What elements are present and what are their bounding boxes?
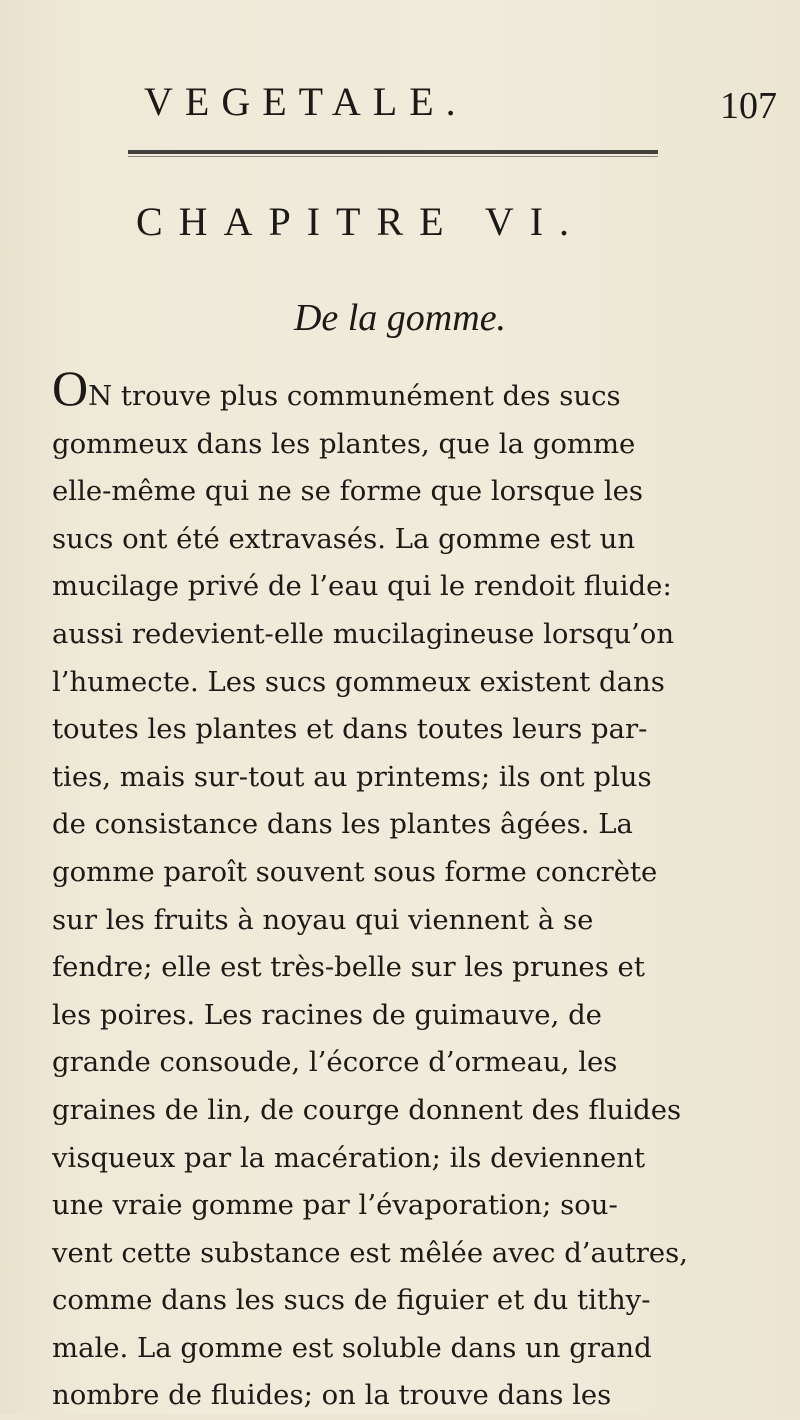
body-line: male. La gomme est soluble dans un grand xyxy=(52,1331,652,1364)
drop-cap: O xyxy=(52,360,89,416)
body-line: sucs ont été extravasés. La gomme est un xyxy=(52,522,636,555)
chapter-title: CHAPITRE VI. xyxy=(136,199,586,244)
body-line: gomme paroît souvent sous forme concrète xyxy=(52,855,658,888)
chapter-subtitle: De la gomme. xyxy=(293,297,507,339)
body-line: toutes les plantes et dans toutes leurs par- xyxy=(52,713,648,746)
body-line: gommeux dans les plantes, que la gomme xyxy=(52,427,636,460)
body-line: ties, mais sur-tout au printems; ils ont plus xyxy=(52,760,652,793)
body-line: l’humecte. Les sucs gommeux existent dans xyxy=(52,665,665,698)
header-rule xyxy=(128,150,658,154)
body-line: elle-même qui ne se forme que lorsque les xyxy=(52,475,644,508)
body-line: les poires. Les racines de guimauve, de xyxy=(52,998,602,1031)
body-text xyxy=(52,360,732,1420)
page-number: 107 xyxy=(720,85,777,127)
body-line: comme dans les sucs de figuier et du tithy- xyxy=(52,1284,651,1317)
body-line: vent cette substance est mêlée avec d’autres, xyxy=(52,1236,688,1269)
body-line: grande consoude, l’écorce d’ormeau, les xyxy=(52,1046,618,1079)
body-line: visqueux par la macération; ils deviennent xyxy=(52,1141,646,1174)
body-line: fendre; elle est très-belle sur les prunes et xyxy=(52,951,645,984)
body-line: nombre de fluides; on la trouve dans les xyxy=(52,1379,612,1412)
body-line xyxy=(52,360,732,421)
body-line: graines de lin, de courge donnent des fluides xyxy=(52,1093,682,1126)
running-title: VEGETALE. xyxy=(144,79,468,124)
first-line-text: N trouve plus communément des sucs xyxy=(88,380,621,412)
body-line: de consistance dans les plantes âgées. La xyxy=(52,808,633,841)
body-line: une vraie gomme par l’évaporation; sou- xyxy=(52,1189,618,1222)
body-line: sur les fruits à noyau qui viennent à se xyxy=(52,903,594,936)
body-line: aussi redevient-elle mucilagineuse lorsqu’on xyxy=(52,617,675,650)
body-line: mucilage privé de l’eau qui le rendoit fluide: xyxy=(52,570,672,603)
header-rule-thin xyxy=(128,156,658,157)
